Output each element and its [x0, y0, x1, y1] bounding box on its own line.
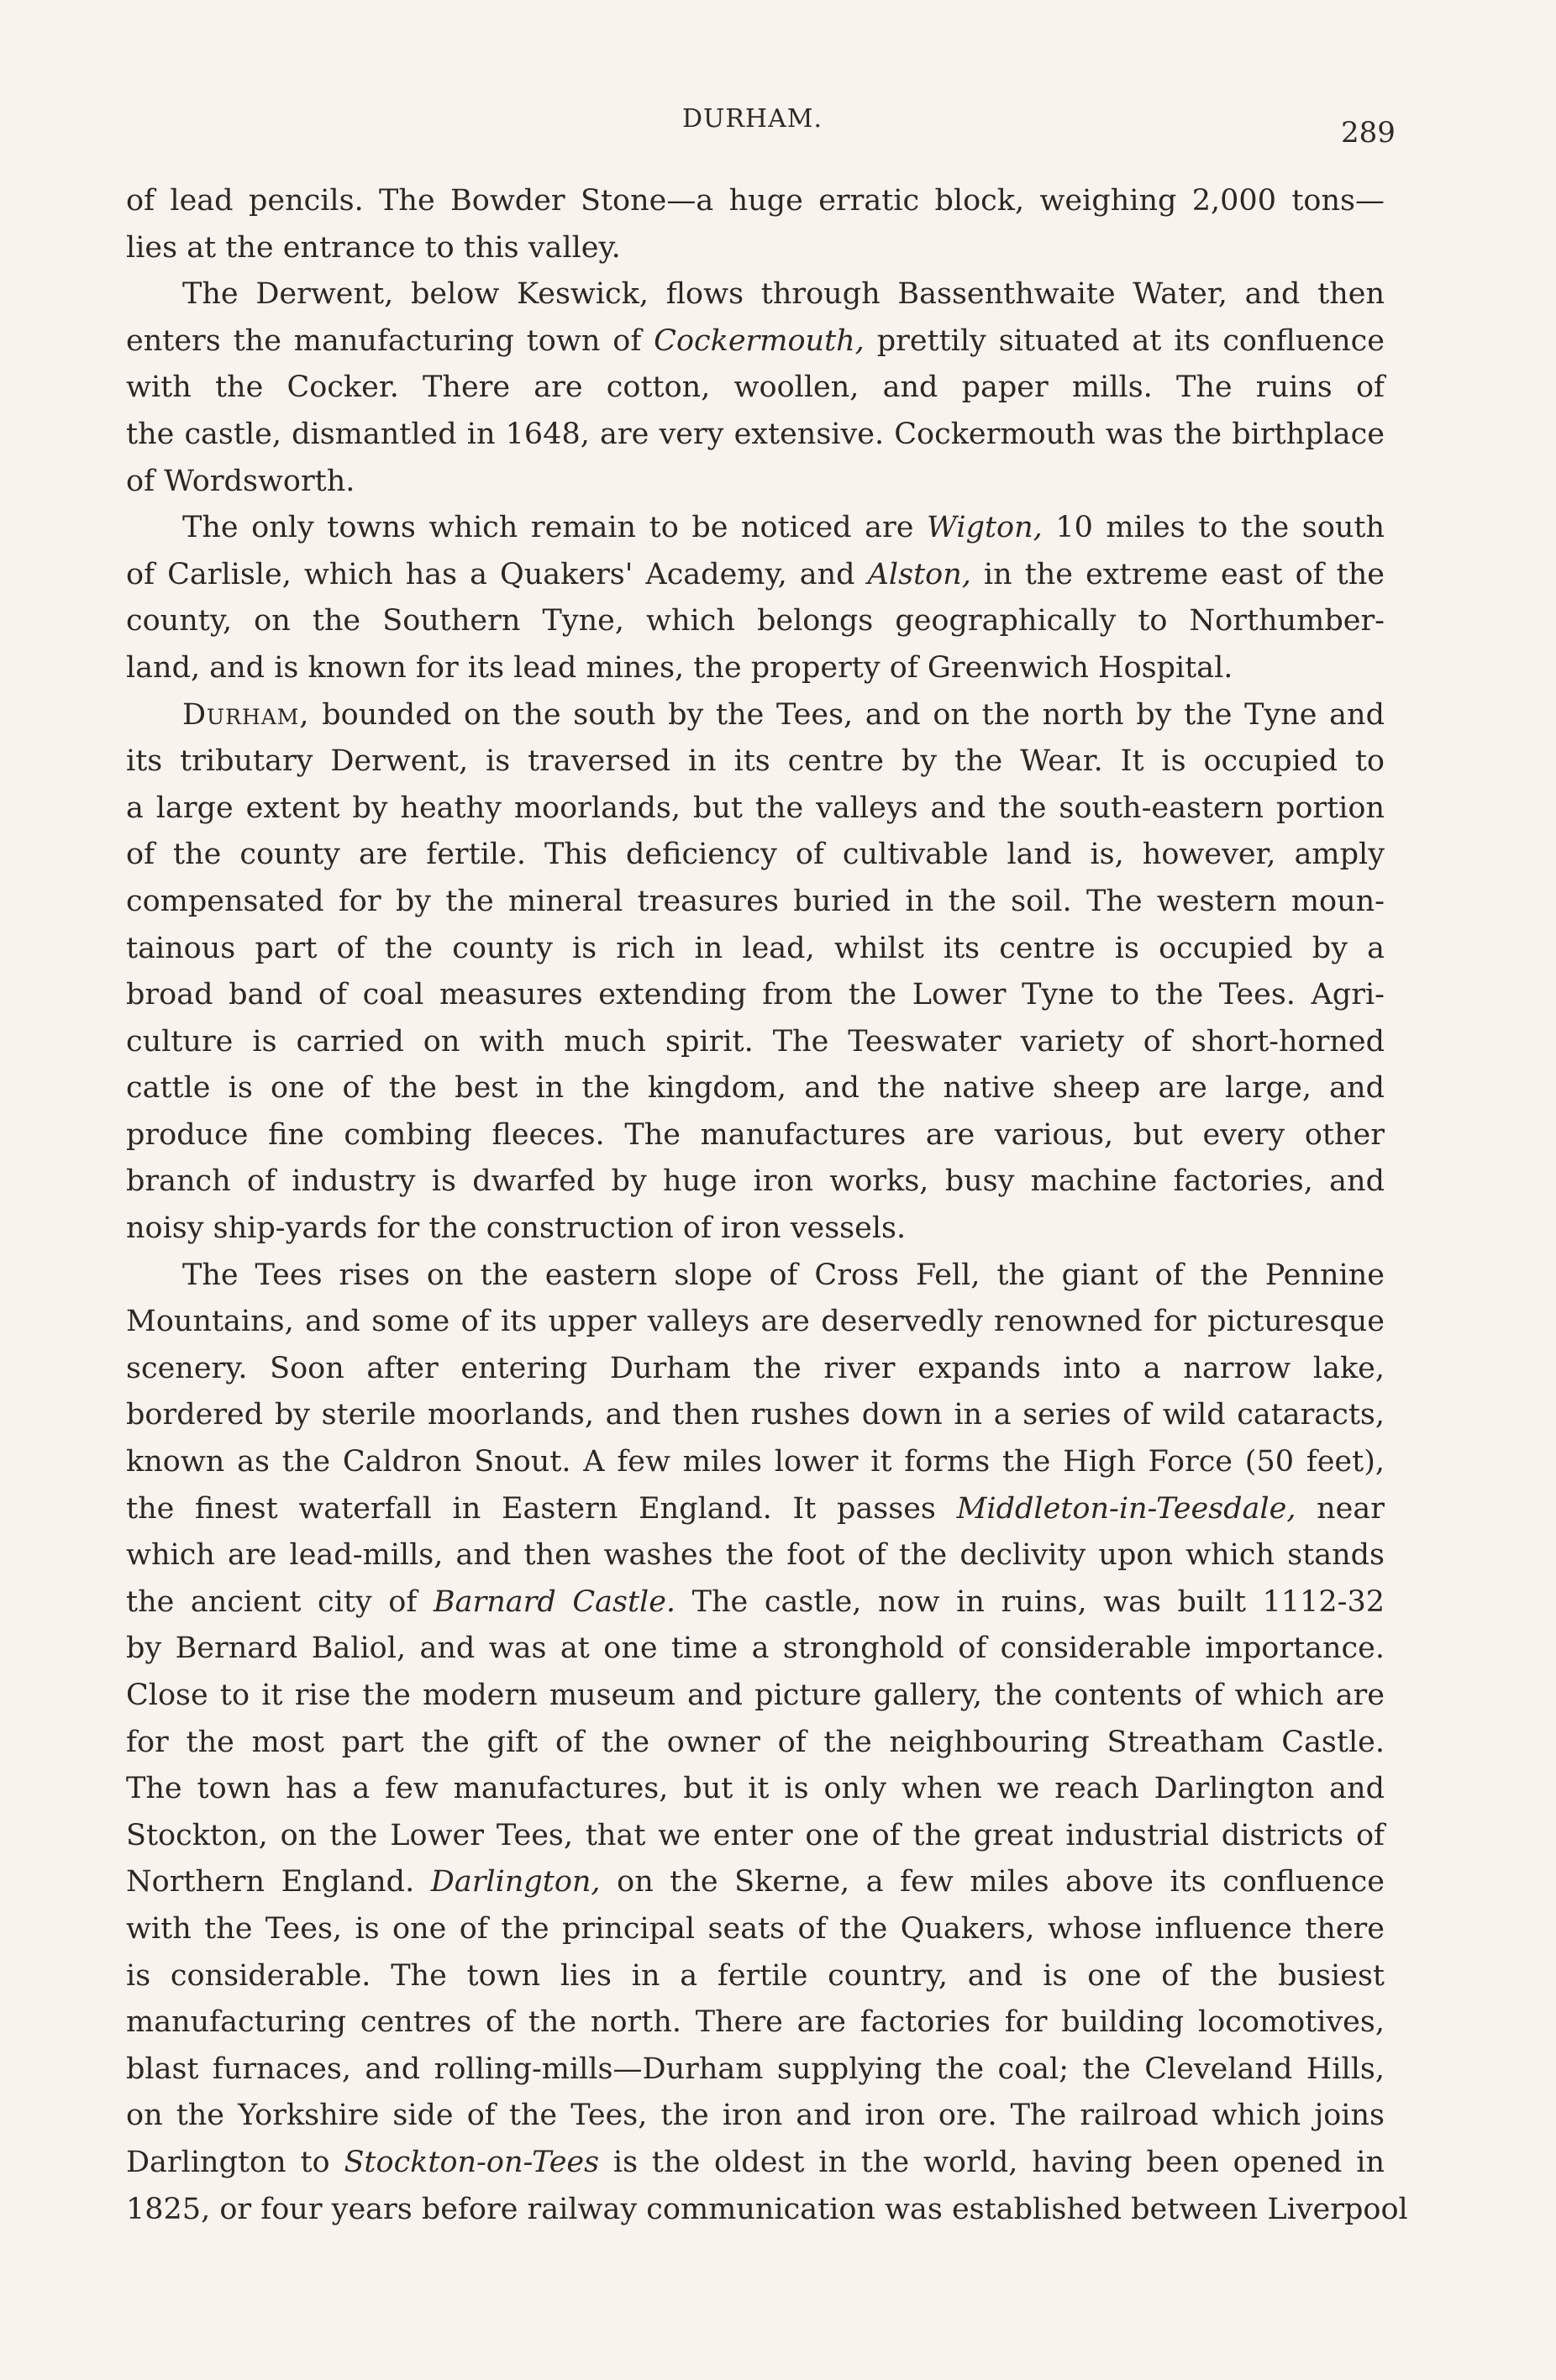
text-run: The Derwent, below Keswick, flows through Bassenthwaite Water, and then: [182, 277, 1385, 312]
text-line: [126, 879, 1385, 926]
text-line: [126, 785, 1385, 833]
text-run: lies at the entrance to this valley.: [126, 230, 621, 265]
italic-place-name: Barnard Castle.: [433, 1584, 676, 1619]
text-run: by Bernard Baliol, and was at one time a stronghold of considerable importance.: [126, 1631, 1385, 1666]
text-run: noisy ship-yards for the construction of iron vessels.: [126, 1211, 907, 1246]
text-line: [126, 2140, 1385, 2187]
text-run: The Tees rises on the eastern slope of Cross Fell, the giant of the Pennine: [182, 1258, 1385, 1292]
text-run: broad band of coal measures extending from the Lower Tyne to the Tees. Agri-: [126, 978, 1385, 1012]
text-run: which are lead-mills, and then washes the foot of the declivity upon which stands: [126, 1538, 1385, 1573]
text-run: the ancient city of: [126, 1584, 434, 1619]
text-run: Stockton, on the Lower Tees, that we enter one of the great industrial districts of: [126, 1818, 1385, 1852]
text-run: of Carlisle, which has a Quakers' Academy, and: [126, 557, 868, 591]
text-run: 1825, or four years before railway communication was established between Liverpool: [126, 2192, 1408, 2226]
text-line: [126, 972, 1385, 1019]
text-run: The castle, now in ruins, was built 1112-32: [675, 1584, 1385, 1619]
text-run: manufacturing centres of the north. There are factories for building locomotives,: [126, 2005, 1385, 2040]
text-line: [126, 1112, 1385, 1159]
italic-place-name: Middleton-in-Teesdale,: [956, 1491, 1296, 1526]
text-line: [126, 1439, 1385, 1486]
body-text: [126, 178, 1408, 2233]
text-line: [126, 271, 1385, 318]
text-line: [126, 552, 1385, 599]
text-run: is considerable. The town lies in a fertile country, and is one of the busiest: [126, 1958, 1385, 1993]
text-run: in the extreme east of the: [970, 557, 1385, 591]
page-number: 289: [1341, 116, 1396, 150]
paragraph: [126, 692, 1385, 1253]
text-line: [126, 225, 1385, 272]
text-run: land, and is known for its lead mines, the property of Greenwich Hospital.: [126, 650, 1233, 685]
text-run: compensated for by the mineral treasures buried in the soil. The western moun-: [126, 884, 1385, 918]
text-line: [126, 1720, 1385, 1767]
text-run: with the Cocker. There are cotton, woollen, and paper mills. The ruins of: [126, 370, 1385, 405]
text-line: [126, 412, 1385, 459]
text-line: [126, 1859, 1385, 1906]
text-line: [126, 1999, 1385, 2046]
text-run: The town has a few manufactures, but it is only when we reach Darlington and: [126, 1772, 1385, 1806]
text-line: [126, 1486, 1385, 1533]
text-line: [126, 2093, 1385, 2140]
text-run: of the county are fertile. This deficiency of cultivable land is, however, amply: [126, 838, 1385, 872]
text-run: bordered by sterile moorlands, and then rushes down in a series of wild cataracts,: [126, 1398, 1385, 1432]
text-run: bounded on the south by the Tees, and on the north by the Tyne and: [309, 697, 1385, 732]
text-line: [126, 832, 1385, 879]
text-run: produce fine combing fleeces. The manufactures are various, but every other: [126, 1117, 1385, 1152]
text-run: prettily situated at its confluence: [864, 323, 1385, 358]
text-line: [126, 2046, 1385, 2094]
text-line: [126, 926, 1385, 973]
text-line: [126, 505, 1385, 552]
text-run: with the Tees, is one of the principal seats of the Quakers, whose influence there: [126, 1911, 1385, 1946]
small-caps-heading: Durham,: [182, 697, 310, 732]
text-line: [126, 1813, 1385, 1860]
text-line: [126, 1766, 1385, 1813]
text-line: [126, 1253, 1385, 1300]
text-line: [126, 1953, 1385, 2000]
text-run: near: [1296, 1491, 1385, 1526]
text-line: [126, 1532, 1385, 1579]
text-line: [126, 365, 1385, 412]
text-line: [126, 178, 1385, 225]
text-run: Darlington to: [126, 2145, 344, 2179]
text-run: county, on the Southern Tyne, which belongs geographically to Northumber-: [126, 604, 1385, 638]
text-run: the castle, dismantled in 1648, are very extensive. Cockermouth was the birthplace: [126, 417, 1385, 451]
text-run: its tributary Derwent, is traversed in its centre by the Wear. It is occupied to: [126, 744, 1385, 779]
text-run: The only towns which remain to be noticed are: [182, 511, 928, 545]
running-title: DURHAM.: [682, 104, 823, 134]
text-run: known as the Caldron Snout. A few miles lower it forms the High Force (50 feet),: [126, 1445, 1385, 1479]
italic-place-name: Wigton,: [927, 511, 1043, 545]
text-line: [126, 1019, 1385, 1066]
text-line: [126, 1065, 1385, 1112]
text-run: scenery. Soon after entering Durham the river expands into a narrow lake,: [126, 1351, 1385, 1385]
text-line: [126, 1299, 1385, 1346]
text-run: is the oldest in the world, having been opened in: [599, 2145, 1385, 2179]
text-line: [126, 1579, 1385, 1626]
text-line: [126, 738, 1385, 785]
text-line: [126, 1206, 1385, 1253]
text-line: [126, 1626, 1385, 1673]
text-run: on the Skerne, a few miles above its confluence: [600, 1865, 1385, 1899]
text-line: [126, 1673, 1385, 1720]
text-run: 10 miles to the south: [1042, 511, 1385, 545]
text-line: [126, 1906, 1385, 1953]
paragraph: [126, 505, 1385, 691]
text-run: the finest waterfall in Eastern England. It passes: [126, 1491, 957, 1526]
paragraph: [126, 1253, 1408, 2233]
text-run: Close to it rise the modern museum and picture gallery, the contents of which are: [126, 1679, 1385, 1712]
text-line: [126, 645, 1385, 692]
text-run: Northern England.: [126, 1865, 431, 1899]
text-run: tainous part of the county is rich in lead, whilst its centre is occupied by a: [126, 931, 1385, 965]
text-run: a large extent by heathy moorlands, but the valleys and the south-eastern portion: [126, 791, 1385, 825]
text-run: for the most part the gift of the owner of the neighbouring Streatham Castle.: [126, 1725, 1385, 1759]
running-header: [0, 99, 1556, 150]
text-line: [126, 318, 1385, 365]
text-line: [126, 2187, 1408, 2234]
text-line: [126, 598, 1385, 645]
text-run: of Wordsworth.: [126, 464, 355, 498]
text-run: blast furnaces, and rolling-mills—Durham supplying the coal; the Cleveland Hills,: [126, 2052, 1385, 2086]
text-run: on the Yorkshire side of the Tees, the iron and iron ore. The railroad which joins: [126, 2099, 1385, 2133]
text-run: cattle is one of the best in the kingdom, and the native sheep are large, and: [126, 1071, 1385, 1106]
paragraph: [126, 178, 1385, 271]
italic-place-name: Cockermouth,: [654, 323, 865, 358]
text-run: enters the manufacturing town of: [126, 323, 654, 358]
italic-place-name: Darlington,: [430, 1865, 601, 1899]
text-run: Mountains, and some of its upper valleys are deservedly renowned for picturesque: [126, 1305, 1385, 1339]
paragraph: [126, 271, 1385, 505]
text-line: [126, 459, 1385, 506]
text-line: [126, 692, 1385, 739]
text-run: of lead pencils. The Bowder Stone—a huge erratic block, weighing 2,000 tons—: [126, 184, 1385, 218]
italic-place-name: Alston,: [867, 557, 971, 591]
italic-place-name: Stockton-on-Tees: [344, 2145, 600, 2179]
text-line: [126, 1346, 1385, 1393]
text-run: culture is carried on with much spirit. The Teeswater variety of short-horned: [126, 1024, 1385, 1059]
text-line: [126, 1158, 1385, 1206]
text-run: branch of industry is dwarfed by huge iron works, busy machine factories, and: [126, 1164, 1385, 1199]
text-line: [126, 1392, 1385, 1439]
